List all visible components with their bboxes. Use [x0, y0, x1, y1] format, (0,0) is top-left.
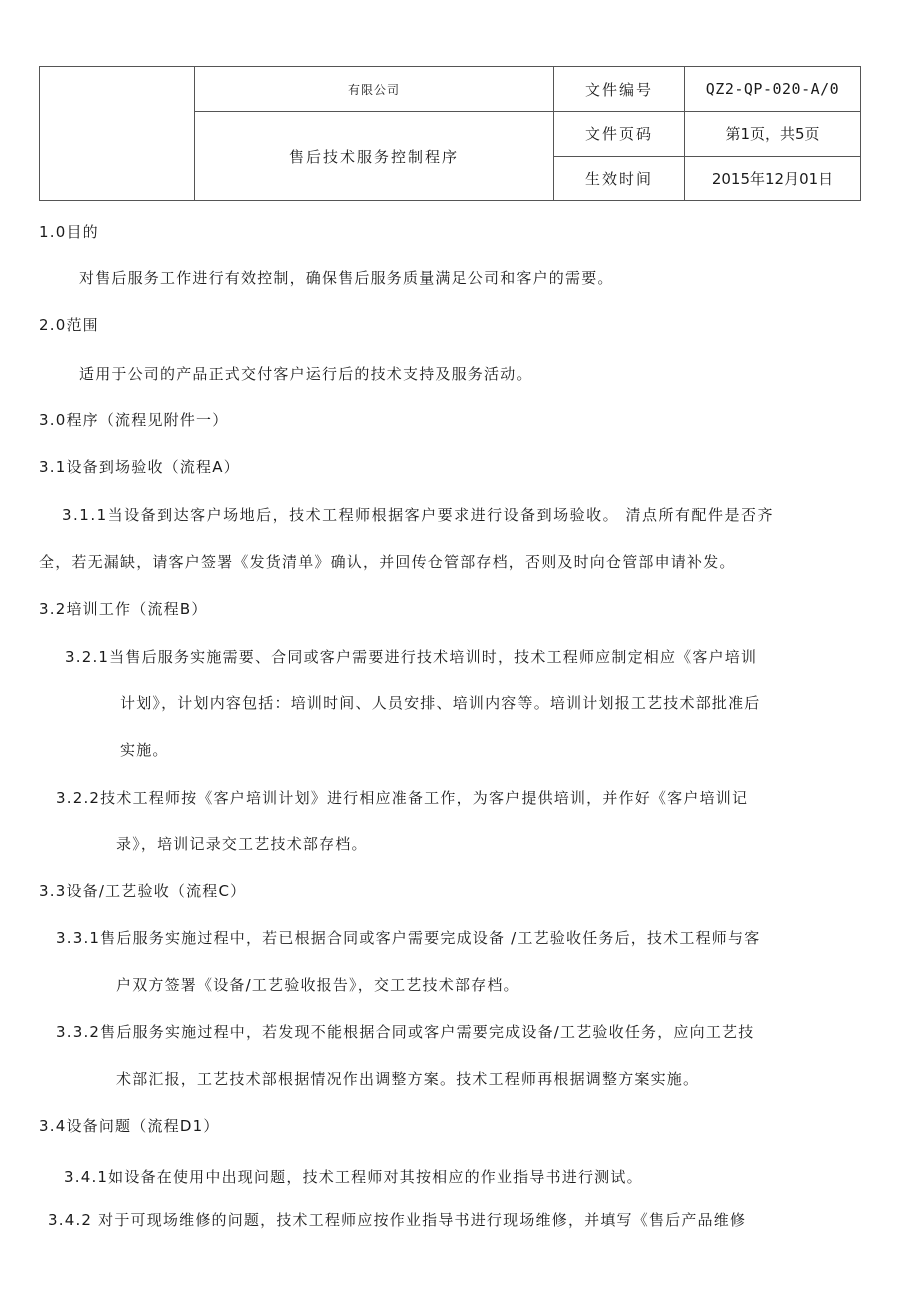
procedure-title: 售后技术服务控制程序: [195, 112, 554, 201]
clause-3-1-1-line-2: 全，若无漏缺，请客户签署《发货清单》确认，并回传仓管部存档，否则及时向仓管部申请补发。: [39, 553, 736, 571]
page-value: 第1页，共5页: [685, 112, 861, 156]
clause-3-4-2-line-1: 3.4.2 对于可现场维修的问题，技术工程师应按作业指导书进行现场维修，并填写《售后产品维修: [48, 1211, 747, 1229]
doc-no-label: 文件编号: [554, 67, 685, 112]
clause-3-2-1-line-2: 计划》，计划内容包括：培训时间、人员安排、培训内容等。培训计划报工艺技术部批准后: [120, 694, 761, 712]
clause-3-1-1-line-1: 3.1.1当设备到达客户场地后，技术工程师根据客户要求进行设备到场验收。 清点所有配件是否齐: [62, 506, 774, 524]
effective-date-value: 2015年12月01日: [685, 156, 861, 200]
section-1-body: 对售后服务工作进行有效控制，确保售后服务质量满足公司和客户的需要。: [79, 269, 614, 287]
company-name: 有限公司: [195, 67, 554, 112]
section-3-2-heading: 3.2培训工作（流程B）: [39, 600, 208, 618]
clause-3-3-1-line-1: 3.3.1售后服务实施过程中，若已根据合同或客户需要完成设备 /工艺验收任务后，技术工程师与客: [56, 929, 761, 947]
clause-3-3-1-line-2: 户双方签署《设备/工艺验收报告》，交工艺技术部存档。: [116, 976, 520, 994]
clause-3-4-1-line-1: 3.4.1如设备在使用中出现问题，技术工程师对其按相应的作业指导书进行测试。: [64, 1168, 643, 1186]
clause-3-3-2-line-1: 3.3.2售后服务实施过程中，若发现不能根据合同或客户需要完成设备/工艺验收任务，应向工艺技: [56, 1023, 755, 1041]
section-3-3-heading: 3.3设备/工艺验收（流程C）: [39, 882, 247, 900]
doc-no-value: QZ2-QP-020-A/0: [685, 67, 861, 112]
clause-3-2-2-line-2: 录》，培训记录交工艺技术部存档。: [116, 835, 368, 853]
clause-3-3-2-line-2: 术部汇报，工艺技术部根据情况作出调整方案。技术工程师再根据调整方案实施。: [116, 1070, 700, 1088]
section-3-heading: 3.0程序（流程见附件一）: [39, 411, 229, 429]
clause-3-2-2-line-1: 3.2.2技术工程师按《客户培训计划》进行相应准备工作，为客户提供培训，并作好《客户培训记: [56, 789, 749, 807]
section-2-heading: 2.0范围: [39, 316, 99, 334]
effective-date-label: 生效时间: [554, 156, 685, 200]
clause-3-2-1-line-1: 3.2.1当售后服务实施需要、合同或客户需要进行技术培训时，技术工程师应制定相应《客户培训: [65, 648, 758, 666]
document-header-table: [39, 66, 861, 201]
logo-cell: [40, 67, 195, 201]
section-3-1-heading: 3.1设备到场验收（流程A）: [39, 458, 240, 476]
section-2-body: 适用于公司的产品正式交付客户运行后的技术支持及服务活动。: [79, 365, 533, 383]
section-3-4-heading: 3.4设备问题（流程D1）: [39, 1117, 220, 1135]
section-1-heading: 1.0目的: [39, 223, 99, 241]
page-label: 文件页码: [554, 112, 685, 156]
clause-3-2-1-line-3: 实施。: [120, 741, 169, 759]
